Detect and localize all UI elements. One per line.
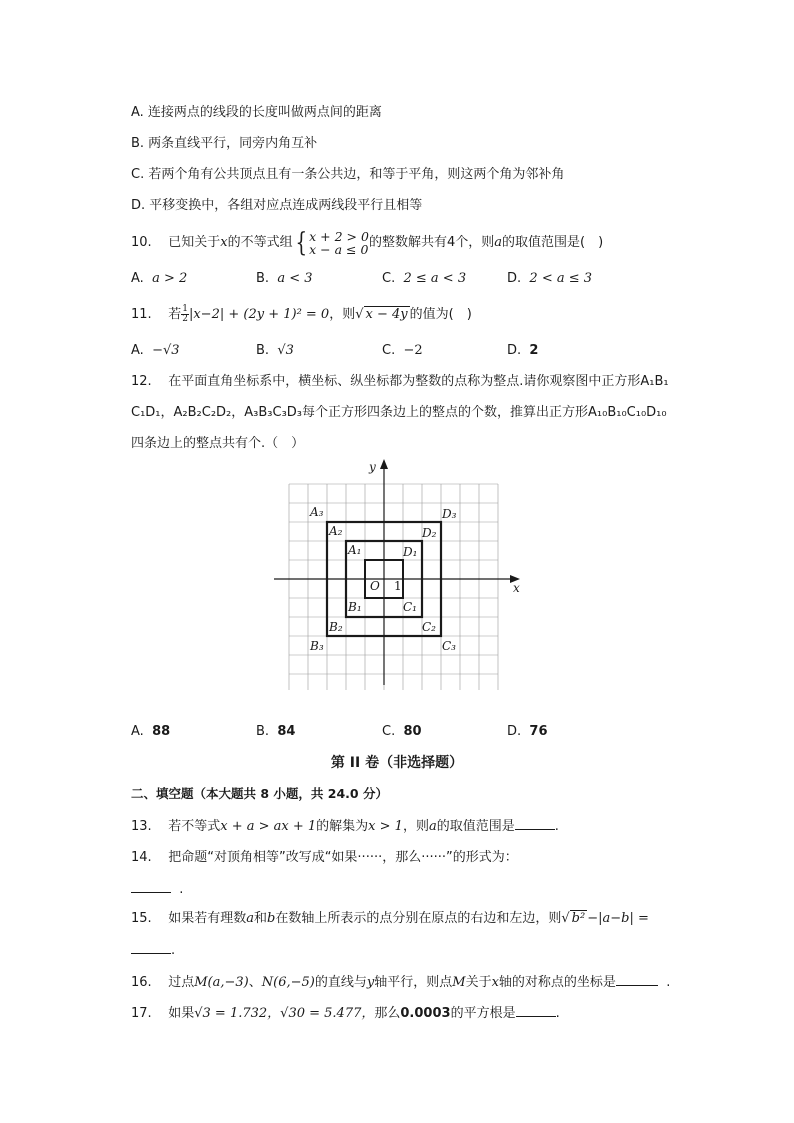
q16-mid3: 关于 <box>465 975 492 990</box>
label-a3: A₃ <box>310 505 324 519</box>
q10-system <box>309 230 369 256</box>
q17-value: 0.0003 <box>400 1006 451 1021</box>
q10-option-d-value: 2 < a ≤ 3 <box>529 271 593 286</box>
label-a1: A₁ <box>348 543 362 557</box>
q15-expr: −|a−b| = <box>587 911 649 926</box>
q17-post: 的平方根是 <box>450 1006 516 1021</box>
q13-number: 13. <box>131 819 152 834</box>
q10-number: 10. <box>131 235 152 250</box>
q15-number: 15. <box>131 911 152 926</box>
q11-post: 的值为( ) <box>409 307 472 322</box>
q12-line1 <box>131 372 669 392</box>
q17-mid: 那么 <box>374 1006 401 1021</box>
q15-pre: 如果若有理数 <box>168 911 247 926</box>
q10-var-x: x <box>220 235 228 250</box>
q10-sys-line2: x − a ≤ 0 <box>309 241 369 257</box>
q16 <box>131 972 670 993</box>
q15-mid: 在数轴上所表示的点分别在原点的右边和左边，则 <box>275 911 562 926</box>
label-c1: C₁ <box>403 600 417 614</box>
q14-end: . <box>179 882 184 897</box>
q15-and: 和 <box>254 911 268 926</box>
q11-option-d: D. 2 <box>507 343 539 358</box>
q11-fraction <box>181 305 189 324</box>
q11-option-c-value: −2 <box>403 343 423 358</box>
q12-number: 12. <box>131 374 152 389</box>
q11-option-c: C. −2 <box>382 343 423 358</box>
q16-mid: 的直线与 <box>314 975 367 990</box>
q12-option-c: C. 80 <box>382 724 422 739</box>
q17-end: . <box>555 1006 560 1021</box>
q10-options <box>131 269 651 289</box>
q13-pre: 若不等式 <box>168 819 221 834</box>
q12-options <box>131 722 651 742</box>
label-b2: B₂ <box>329 620 343 634</box>
label-b3: B₃ <box>310 639 324 653</box>
q17-answer-blank[interactable] <box>516 1003 556 1017</box>
q17-eq1: √3 = 1.732， <box>194 1006 281 1021</box>
q10-sys-line1: x + 2 > 0 <box>309 228 369 244</box>
q12-option-b-value: 84 <box>277 724 296 739</box>
square-grid-figure <box>270 455 530 690</box>
q10-option-c-value: 2 ≤ a < 3 <box>403 271 467 286</box>
q11-frac-den: 2 <box>182 314 188 324</box>
q12-option-d: D. 76 <box>507 724 548 739</box>
part2-title: 第 II 卷（非选择题） <box>330 755 464 771</box>
q15-answer-line <box>131 940 175 961</box>
label-a2: A₂ <box>329 524 343 538</box>
q13 <box>131 816 559 837</box>
q11-stem: 11. 若 $\frac{1}{2}$ |x−2| + (2y + 1)² = 0，则√ x − 4y 的值为( ) <box>131 304 472 324</box>
q10-count: 4 <box>446 235 456 250</box>
q16-point-n: N(6,−5) <box>261 975 315 990</box>
q15: 15. 如果若有理数a和b在数轴上所表示的点分别在原点的右边和左边，则√ b² −|a−b| = <box>131 911 649 926</box>
q10-post2: 个，则 <box>455 235 495 250</box>
q9-option-c: C. 若两个角有公共顶点且有一条公共边，和等于平角，则这两个角为邻补角 <box>131 167 565 182</box>
q10-post3: 的取值范围是( ) <box>502 235 604 250</box>
q15-answer-blank[interactable] <box>131 940 171 954</box>
q9-option-a: A. 连接两点的线段的长度叫做两点间的距离 <box>131 105 382 120</box>
q12-option-b: B. 84 <box>256 724 296 739</box>
q10-option-a-value: a > 2 <box>152 271 188 286</box>
q10-option-b: B. a < 3 <box>256 271 313 286</box>
q16-point-m: M(a,−3) <box>194 975 249 990</box>
q10-var-a: a <box>494 235 503 250</box>
q13-end: . <box>554 819 559 834</box>
label-d1: D₁ <box>403 545 418 559</box>
q16-end: . <box>666 975 671 990</box>
q11-pre: 若 <box>168 307 182 322</box>
q11-option-a: A. −√3 <box>131 343 180 358</box>
q13-mid: 的解集为 <box>316 819 369 834</box>
q12-option-a-value: 88 <box>152 724 171 739</box>
q13-cond: x > 1 <box>368 819 403 834</box>
label-c2: C₂ <box>422 620 436 634</box>
q11-option-b: B. √3 <box>256 343 294 358</box>
q11-option-a-value: −√3 <box>152 343 180 358</box>
q12-line3: 四条边上的整点共有个.（ ） <box>131 436 305 451</box>
q12-text-1: 在平面直角坐标系中，横坐标、纵坐标都为整数的点称为整点.请你观察图中正方形A₁B₁ <box>168 374 669 389</box>
q13-var: a <box>428 819 437 834</box>
q16-pre: 过点 <box>168 975 195 990</box>
unit-label: 1 <box>394 579 402 593</box>
q10-option-d: D. 2 < a ≤ 3 <box>507 271 593 286</box>
q14-answer-line <box>131 879 183 900</box>
q13-post: 的取值范围是 <box>436 819 515 834</box>
q16-sep: 、 <box>248 975 262 990</box>
q12-line2: C₁D₁，A₂B₂C₂D₂，A₃B₃C₃D₃每个正方形四条边上的整点的个数，推算出正方形A₁₀B₁₀C₁₀D₁₀ <box>131 405 667 420</box>
q13-answer-blank[interactable] <box>515 816 555 830</box>
label-c3: C₃ <box>442 639 456 653</box>
q15-sqrt: b² <box>571 911 586 926</box>
q11-sqrt: x − 4y <box>365 307 408 322</box>
q11-number: 11. <box>131 307 152 322</box>
q16-var-m: M <box>452 975 466 990</box>
y-axis-label: y <box>369 460 376 474</box>
q11-expr: |x−2| + (2y + 1)² = 0 <box>188 307 330 322</box>
q13-expr: x + a > ax + 1 <box>220 819 317 834</box>
q10-mid: 的不等式组 <box>227 235 293 250</box>
q10-brace: { <box>295 227 307 258</box>
q16-post: 轴的对称点的坐标是 <box>498 975 616 990</box>
q17-pre: 如果 <box>168 1006 195 1021</box>
q14-text: 把命题“对顶角相等”改写成“如果······，那么······”的形式为： <box>168 850 518 865</box>
q15-var-a: a <box>246 911 254 926</box>
q14 <box>131 848 518 868</box>
q15-end: . <box>171 943 176 958</box>
q17-eq2: √30 = 5.477， <box>280 1006 375 1021</box>
q16-number: 16. <box>131 975 152 990</box>
origin-label: O <box>370 579 380 593</box>
q16-var-y: y <box>366 975 375 990</box>
q11-option-d-value: 2 <box>529 343 539 358</box>
q10-option-a: A. a > 2 <box>131 271 188 286</box>
q11-option-b-value: √3 <box>277 343 294 358</box>
label-d3: D₃ <box>442 507 457 521</box>
q10-option-c: C. 2 ≤ a < 3 <box>382 271 467 286</box>
label-b1: B₁ <box>348 600 362 614</box>
q11-mid: ，则 <box>329 307 356 322</box>
q14-number: 14. <box>131 850 152 865</box>
x-axis-label: x <box>513 581 520 595</box>
q10-post1: 的整数解共有 <box>368 235 447 250</box>
q10-stem <box>131 228 603 258</box>
q15-var-b: b <box>267 911 276 926</box>
q10-pre: 已知关于 <box>168 235 221 250</box>
q11-options <box>131 341 651 361</box>
q16-mid2: 轴平行，则点 <box>374 975 453 990</box>
q12-option-a: A. 88 <box>131 724 171 739</box>
q17 <box>131 1003 560 1024</box>
q9-option-d: D. 平移变换中，各组对应点连成两线段平行且相等 <box>131 198 423 213</box>
section-title: 二、填空题（本大题共 8 小题，共 24.0 分） <box>131 786 388 801</box>
q14-answer-blank[interactable] <box>131 879 171 893</box>
y-axis-arrow <box>380 459 388 469</box>
q11-frac-num: 1 <box>182 304 188 314</box>
q9-option-b: B. 两条直线平行，同旁内角互补 <box>131 136 318 151</box>
label-d2: D₂ <box>422 526 437 540</box>
q12-option-d-value: 76 <box>529 724 548 739</box>
q10-option-b-value: a < 3 <box>277 271 313 286</box>
q16-answer-blank[interactable] <box>616 972 658 986</box>
q12-option-c-value: 80 <box>403 724 422 739</box>
q13-mid2: ，则 <box>402 819 429 834</box>
q16-var-x: x <box>491 975 499 990</box>
q17-number: 17. <box>131 1006 152 1021</box>
